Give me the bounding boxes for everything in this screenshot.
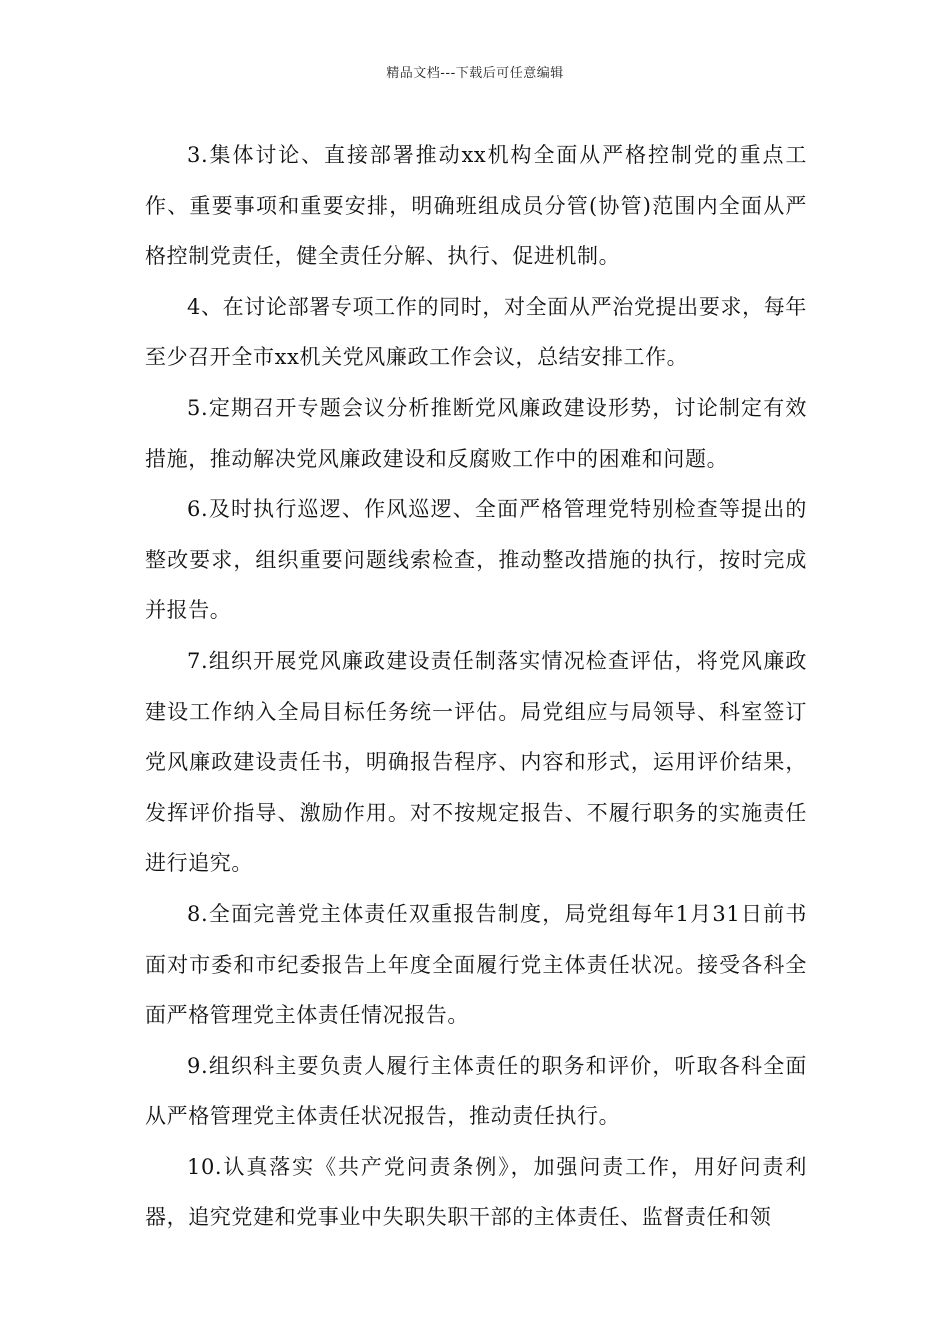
paragraph-9: 9.组织科主要负责人履行主体责任的职务和评价，听取各科全面从严格管理党主体责任状况报告，推动责任执行。 [145,1053,807,1129]
paragraph-8: 8.全面完善党主体责任双重报告制度，局党组每年1月31日前书面对市委和市纪委报告上年度全面履行党主体责任状况。接受各科全面严格管理党主体责任情况报告。 [145,901,807,1028]
paragraph-4: 4、在讨论部署专项工作的同时，对全面从严治党提出要求，每年至少召开全市xx机关党风廉政工作会议，总结安排工作。 [145,294,807,370]
paragraph-10: 10.认真落实《共产党问责条例》，加强问责工作，用好问责利器，追究党建和党事业中失职失职干部的主体责任、监督责任和领 [145,1154,807,1230]
document-body [145,130,807,1243]
paragraph-7: 7.组织开展党风廉政建设责任制落实情况检查评估，将党风廉政建设工作纳入全局目标任务统一评估。局党组应与局领导、科室签订党风廉政建设责任书，明确报告程序、内容和形式，运用评价结果，发挥评价指导、激励作用。对不按规定报告、不履行职务的实施责任进行追究。 [145,648,807,876]
paragraph-6: 6.及时执行巡逻、作风巡逻、全面严格管理党特别检查等提出的整改要求，组织重要问题线索检查，推动整改措施的执行，按时完成并报告。 [145,497,807,623]
paragraph-5: 5.定期召开专题会议分析推断党风廉政建设形势，讨论制定有效措施，推动解决党风廉政建设和反腐败工作中的困难和问题。 [145,395,807,471]
paragraph-3: 3.集体讨论、直接部署推动xx机构全面从严格控制党的重点工作、重要事项和重要安排，明确班组成员分管(协管)范围内全面从严格控制党责任，健全责任分解、执行、促进机制。 [145,143,807,269]
page-header: 精品文档---下载后可任意编辑 [386,66,564,81]
